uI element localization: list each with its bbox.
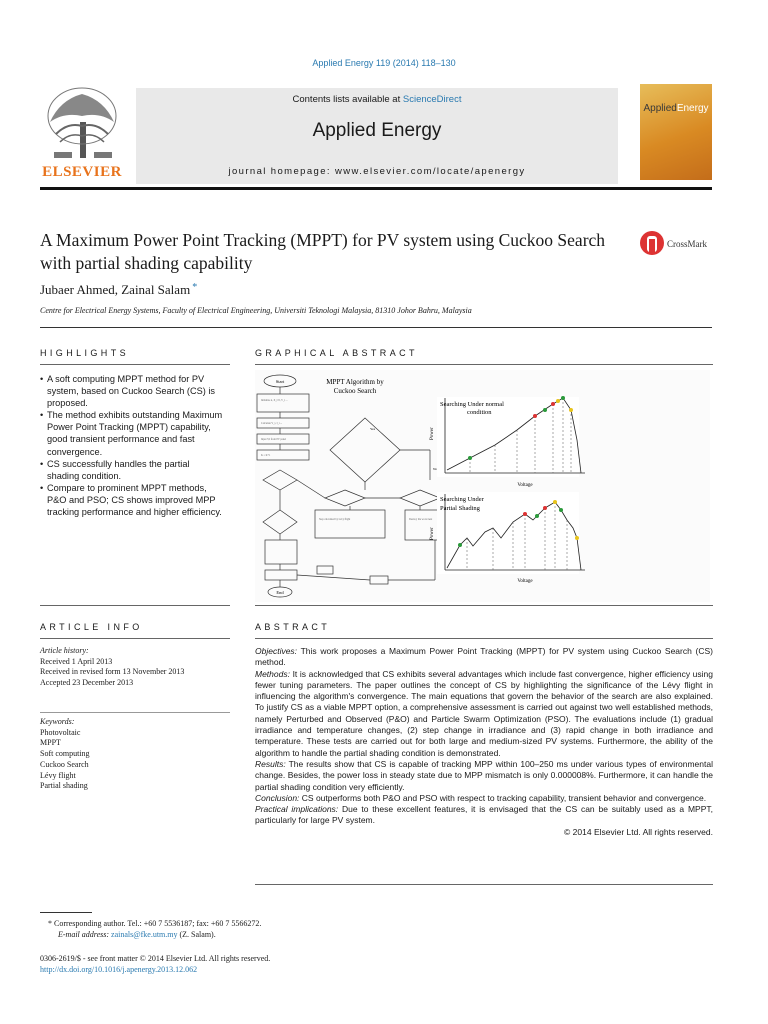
svg-text:Input V,I from PV panel: Input V,I from PV panel	[261, 438, 286, 441]
history-revised: Received in revised form 13 November 2013	[40, 667, 185, 677]
corresponding-author-note	[40, 918, 440, 929]
email-suffix: (Z. Salam).	[177, 930, 216, 939]
email-label: E-mail address:	[58, 930, 112, 939]
plot1-title-line2: condition	[467, 409, 492, 416]
crossmark-label: CrossMark	[667, 239, 707, 249]
paper-title: A Maximum Power Point Tracking (MPPT) for PV system using Cuckoo Search with partial shading capability	[40, 230, 606, 273]
journal-citation[interactable]: Applied Energy 119 (2014) 118–130	[312, 58, 456, 68]
keyword-item: Partial shading	[40, 781, 88, 791]
flow-title-line2: Cuckoo Search	[333, 387, 377, 395]
author-list	[40, 282, 197, 298]
abstract-objectives	[255, 646, 713, 669]
sciencedirect-link[interactable]: ScienceDirect	[402, 94, 462, 105]
plot2-ylabel: Power	[430, 527, 435, 540]
flow-start: Start	[275, 379, 285, 384]
article-info-heading: ARTICLE INFO	[40, 622, 143, 632]
plot1-title-line1: Searching Under normal	[440, 401, 504, 408]
corresponding-author-mark[interactable]: *	[192, 282, 198, 293]
abstract-methods	[255, 669, 713, 759]
crossmark-badge[interactable]	[639, 229, 715, 257]
email-line	[40, 929, 440, 940]
copyright-notice: © 2014 Elsevier Ltd. All rights reserved.	[564, 826, 713, 837]
implications-text: Due to these excellent features, it is envisaged that the CS can be suitably used as a MPPT, particularly for large PV system.	[255, 804, 713, 826]
graphical-abstract-heading: GRAPHICAL ABSTRACT	[255, 348, 418, 358]
issn-block	[40, 953, 440, 975]
conclusion-text: CS outperforms both P&O and PSO with respect to tracking capability, transient behavior and convergence.	[299, 792, 707, 803]
methods-text: It is acknowledged that CS exhibits several advantages which include fast convergence, higher efficiency using fewer tuning parameters. The paper outlines the concept of CS by highlighting the significance of the Lévy flight in influencing the algorithm's convergence. The main equations that govern the behavior of the search are also explained. To justify CS as a viable MPPT option, a comprehensive assessment is carried out against two well established methods, namely Perturbed and Observed (P&O) and Particle Swarm Optimization (PSO). The evaluations include (1) gradual irradiance and temperature changes, (2) step change in irradiance and (3) rapid change in both irradiance and temperature. These tests are carried out for both large and medium-sized PV systems. Furthermore, the ability of the algorithm to handle the partial shading condition is demonstrated.	[255, 668, 713, 758]
keyword-item: Cuckoo Search	[40, 759, 89, 769]
journal-homepage[interactable]: journal homepage: www.elsevier.com/locate/apenergy	[228, 166, 526, 177]
email-link[interactable]: zainals@fke.utm.my	[111, 930, 178, 939]
graphical-abstract-rule	[255, 364, 713, 365]
plot1-xlabel: Voltage	[517, 483, 533, 488]
plot2-xlabel: Voltage	[517, 579, 533, 584]
plot1-ylabel: Power	[430, 427, 435, 440]
objectives-label: Objectives:	[255, 646, 298, 656]
article-history	[40, 646, 240, 689]
journal-name: Applied Energy	[312, 120, 442, 141]
plot2-title-line1: Searching Under	[440, 496, 484, 503]
keyword-item: Photovoltaic	[40, 727, 81, 737]
abstract-rule	[255, 638, 713, 639]
svg-text:Step calculated by Lévy flight: Step calculated by Lévy flight	[319, 518, 351, 521]
plot2-title-line2: Partial Shading	[440, 505, 480, 512]
conclusion-label: Conclusion:	[255, 792, 300, 803]
graphical-abstract-figure	[255, 370, 710, 602]
author-names: Jubaer Ahmed, Zainal Salam	[40, 282, 191, 297]
footnote	[40, 918, 440, 940]
cover-title-part2: Energy	[676, 103, 709, 114]
abstract-results	[255, 759, 713, 793]
footnote-text: Corresponding author. Tel.: +60 7 5536187; fax: +60 7 5566272.	[52, 919, 262, 928]
results-label: Results:	[255, 758, 286, 769]
elsevier-wordmark: ELSEVIER	[42, 164, 122, 180]
abstract-implications	[255, 804, 713, 827]
objectives-text: This work proposes a Maximum Power Point Tracking (MPPT) for PV system using Cuckoo Search (CS) method.	[255, 646, 713, 668]
abstract-top-rule	[255, 605, 713, 606]
header-rule	[40, 187, 712, 190]
flow-yes-label: Yes	[370, 427, 376, 431]
highlights-rule	[40, 364, 230, 365]
article-info-rule	[40, 638, 230, 639]
cover-title	[640, 103, 712, 114]
highlights-list	[40, 373, 224, 518]
highlight-item: • CS successfully handles the partial shading condition.	[40, 458, 224, 482]
methods-label: Methods:	[255, 668, 290, 679]
flow-no-label: No	[433, 467, 438, 471]
history-label: Article history:	[40, 646, 89, 655]
affiliation: Centre for Electrical Energy Systems, Faculty of Electrical Engineering, Universiti Teknologi Malaysia, 81310 Johor Bahru, Malaysia	[40, 306, 472, 315]
flow-title-line1: MPPT Algorithm by	[326, 378, 384, 386]
keywords	[40, 717, 240, 792]
doi-link[interactable]: http://dx.doi.org/10.1016/j.apenergy.2013.12.062	[40, 965, 198, 974]
abstract-bottom-rule	[255, 884, 713, 885]
contents-prefix: Contents lists available at	[292, 94, 403, 105]
highlight-item: • A soft computing MPPT method for PV system, based on Cuckoo Search (CS) is proposed.	[40, 373, 224, 409]
abstract-heading: ABSTRACT	[255, 622, 331, 632]
cover-title-part1: Applied	[643, 103, 677, 114]
highlight-item: • Compare to prominent MPPT methods, P&O and PSO; CS shows improved MPP tracking performance and higher efficiency.	[40, 482, 224, 518]
keyword-item: Soft computing	[40, 749, 90, 759]
history-received: Received 1 April 2013	[40, 656, 113, 666]
results-text: The results show that CS is capable of tracking MPP within 100–250 ms under various types of environmental change. Besides, the power loss in steady state due to MPP mismatch is only 0.000008%. Furthermore, it can handle the partial shading condition very efficiently.	[255, 758, 713, 792]
flow-end: End	[276, 590, 284, 595]
implications-label: Practical implications:	[255, 804, 339, 815]
abstract-conclusion	[255, 793, 713, 804]
keyword-item: MPPT	[40, 738, 61, 748]
highlights-heading: HIGHLIGHTS	[40, 348, 130, 358]
svg-text:Destroy the worst nest: Destroy the worst nest	[409, 518, 433, 521]
footnote-rule	[40, 912, 92, 913]
issn-line: 0306-2619/$ - see front matter © 2014 Elsevier Ltd. All rights reserved.	[40, 954, 271, 963]
svg-text:K = K+1: K = K+1	[261, 454, 271, 457]
svg-text:Calculate V_i, I_i ...: Calculate V_i, I_i ...	[261, 422, 283, 425]
svg-text:Initialize n, X_i^0, V_i ...: Initialize n, X_i^0, V_i ...	[261, 399, 288, 402]
article-info-top-rule	[40, 605, 230, 606]
title-rule	[40, 327, 712, 328]
journal-cover	[640, 84, 712, 180]
abstract-body	[255, 646, 713, 838]
highlight-item: • The method exhibits outstanding Maximum Power Point Tracking (MPPT) capability, good transient performance and fast convergence.	[40, 409, 224, 457]
footnote-mark: *	[48, 919, 52, 928]
keywords-label: Keywords:	[40, 717, 75, 726]
contents-line	[136, 94, 618, 105]
history-divider	[40, 712, 230, 713]
history-accepted: Accepted 23 December 2013	[40, 678, 134, 688]
keyword-item: Lévy flight	[40, 770, 76, 780]
